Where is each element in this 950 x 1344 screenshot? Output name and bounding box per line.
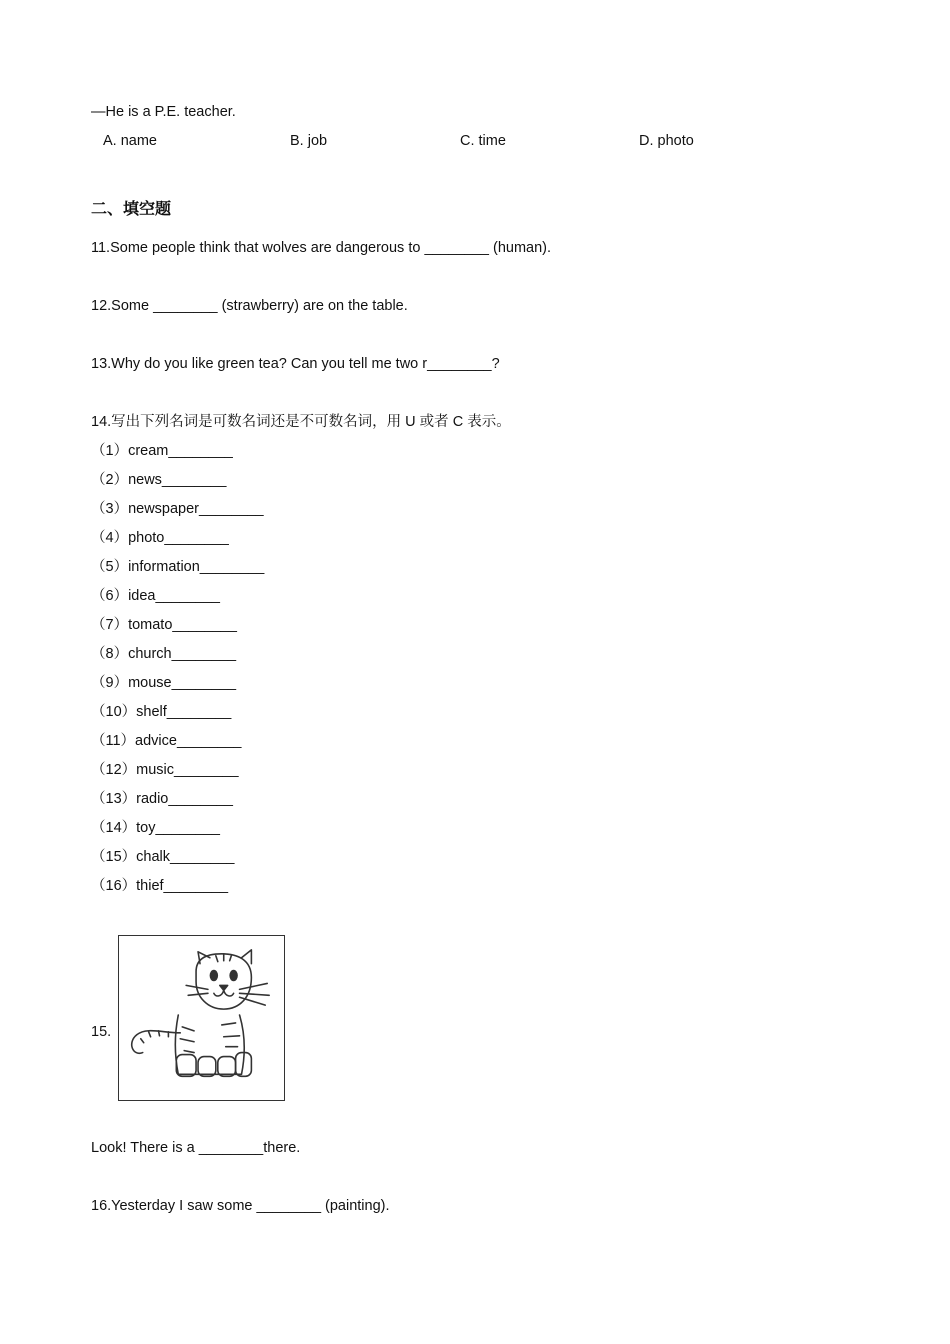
question-12: 12.Some ________ (strawberry) are on the table.	[91, 298, 408, 314]
q14-item: （16）thief________	[91, 878, 229, 894]
question-14-prompt: 14.写出下列名词是可数名词还是不可数名词，用 U 或者 C 表示。	[91, 414, 511, 430]
q14-item: （10）shelf________	[91, 704, 232, 720]
question-11: 11.Some people think that wolves are dangerous to ________ (human).	[91, 240, 552, 256]
q14-item: （7）tomato________	[91, 617, 237, 633]
q14-item: （15）chalk________	[91, 849, 235, 865]
q14-item: （13）radio________	[91, 791, 233, 807]
option-d: D. photo	[639, 133, 694, 149]
question-13: 13.Why do you like green tea? Can you tell me two r________?	[91, 356, 500, 372]
q14-item: （2）news________	[91, 472, 227, 488]
option-c: C. time	[460, 133, 506, 149]
q14-item: （3）newspaper________	[91, 501, 264, 517]
q14-item: （5）information________	[91, 559, 265, 575]
question-16: 16.Yesterday I saw some ________ (painting).	[91, 1198, 390, 1214]
tiger-illustration-icon	[118, 935, 285, 1101]
q14-item: （14）toy________	[91, 820, 220, 836]
previous-answer-line: —He is a P.E. teacher.	[91, 104, 236, 120]
q14-item: （6）idea________	[91, 588, 220, 604]
q14-item: （11）advice________	[91, 733, 242, 749]
q14-item: （12）music________	[91, 762, 239, 778]
section-title: 二、填空题	[91, 201, 172, 218]
q14-item: （4）photo________	[91, 530, 229, 546]
q14-item: （9）mouse________	[91, 675, 237, 691]
option-a: A. name	[103, 133, 157, 149]
question-15-number: 15.	[91, 1024, 112, 1040]
question-15-sentence: Look! There is a ________there.	[91, 1140, 301, 1156]
q14-item: （1）cream________	[91, 443, 233, 459]
q14-item: （8）church________	[91, 646, 237, 662]
option-b: B. job	[290, 133, 328, 149]
